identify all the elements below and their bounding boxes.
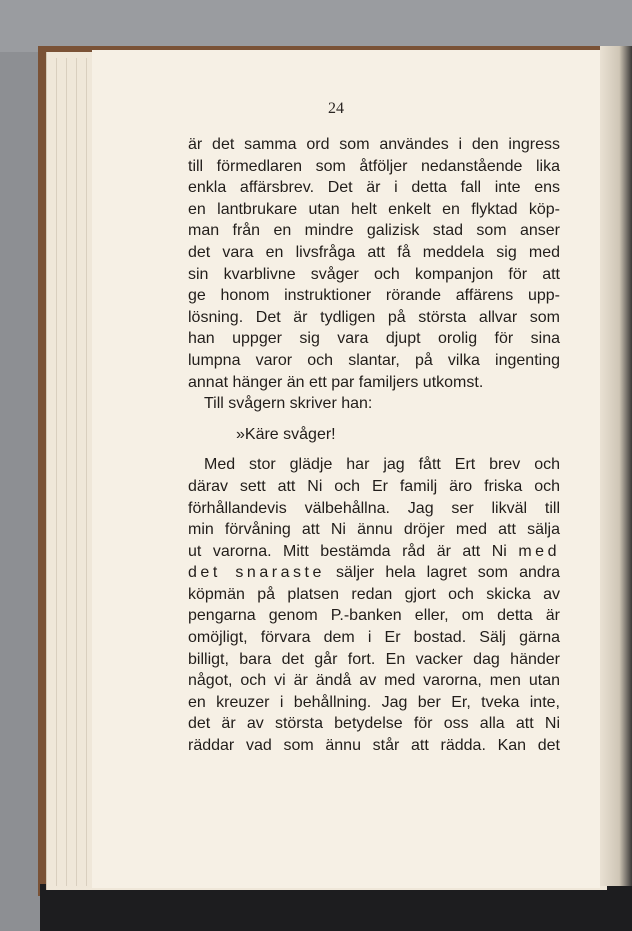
- emphasized-text: med: [518, 542, 560, 560]
- emphasized-text: det snaraste: [188, 564, 325, 582]
- letter-line: köpmän på platsen redan gjort och skicka av: [188, 585, 560, 603]
- letter-line: [188, 541, 560, 563]
- letter-line: omöjligt, förvara dem i Er bostad. Sälj gärna: [188, 629, 560, 647]
- text-line: är det samma ord som användes i den ingress: [188, 136, 560, 153]
- text-line: det vara en livsfråga att få meddela sig med: [188, 243, 560, 261]
- text-line: enkla affärsbrev. Det är i detta fall inte ens: [188, 179, 560, 197]
- text-line: han uppger sig vara djupt orolig för sina: [188, 330, 560, 348]
- backdrop: [0, 0, 632, 52]
- letter-line: förhållandevis välbehållna. Jag ser likväl till: [188, 499, 560, 517]
- letter-line: pengarna genom P.-banken eller, om detta är: [188, 607, 560, 625]
- text-line: en lantbrukare utan helt enkelt en flyktad köp-: [188, 200, 560, 218]
- text-line: sin kvarblivne svåger och kompanjon för att: [188, 265, 560, 283]
- letter-line: därav sett att Ni och Er familj äro friska och: [188, 477, 560, 495]
- letter-line: billigt, bara det går fort. En vacker dag händer: [188, 650, 560, 668]
- page-number: 24: [328, 100, 344, 117]
- letter-line: något, och vi är ändå av med varorna, men utan: [188, 672, 560, 690]
- letter-line: det är av största betydelse för oss alla att Ni: [188, 715, 560, 733]
- book-gutter: [600, 46, 632, 886]
- text-line: till förmedlaren som åtföljer nedanstående lika: [188, 157, 560, 175]
- page-edge-line: [86, 58, 87, 886]
- text-line: man från en mindre galizisk stad som anser: [188, 222, 560, 240]
- letter-line: räddar vad som ännu står att rädda. Kan det: [188, 737, 560, 755]
- text-line: lumpna varor och slantar, på vilka ingenting: [188, 351, 560, 369]
- intro-line: Till svågern skriver han:: [204, 395, 373, 413]
- page-edge-line: [76, 58, 77, 886]
- page-edge-line: [56, 58, 57, 886]
- letter-line: Med stor glädje har jag fått Ert brev och: [204, 456, 560, 474]
- letter-line-text: säljer hela lagret som andra: [324, 564, 560, 582]
- page-edge-line: [66, 58, 67, 886]
- letter-line: min förvåning att Ni ännu dröjer med att sälja: [188, 521, 560, 539]
- letter-line-text: ut varorna. Mitt bestämda råd är att Ni: [188, 542, 519, 560]
- letter-salutation: »Käre svåger!: [236, 425, 336, 443]
- letter-line: [188, 562, 560, 584]
- letter-line: en kreuzer i behållning. Jag ber Er, tveka inte,: [188, 693, 560, 711]
- body-text: [188, 134, 560, 757]
- text-line: annat hänger än ett par familjers utkomst.: [188, 373, 484, 391]
- text-line: lösning. Det är tydligen på största allvar som: [188, 308, 560, 326]
- book-shadow: [40, 884, 632, 931]
- text-line: ge honom instruktioner rörande affärens upp-: [188, 287, 560, 305]
